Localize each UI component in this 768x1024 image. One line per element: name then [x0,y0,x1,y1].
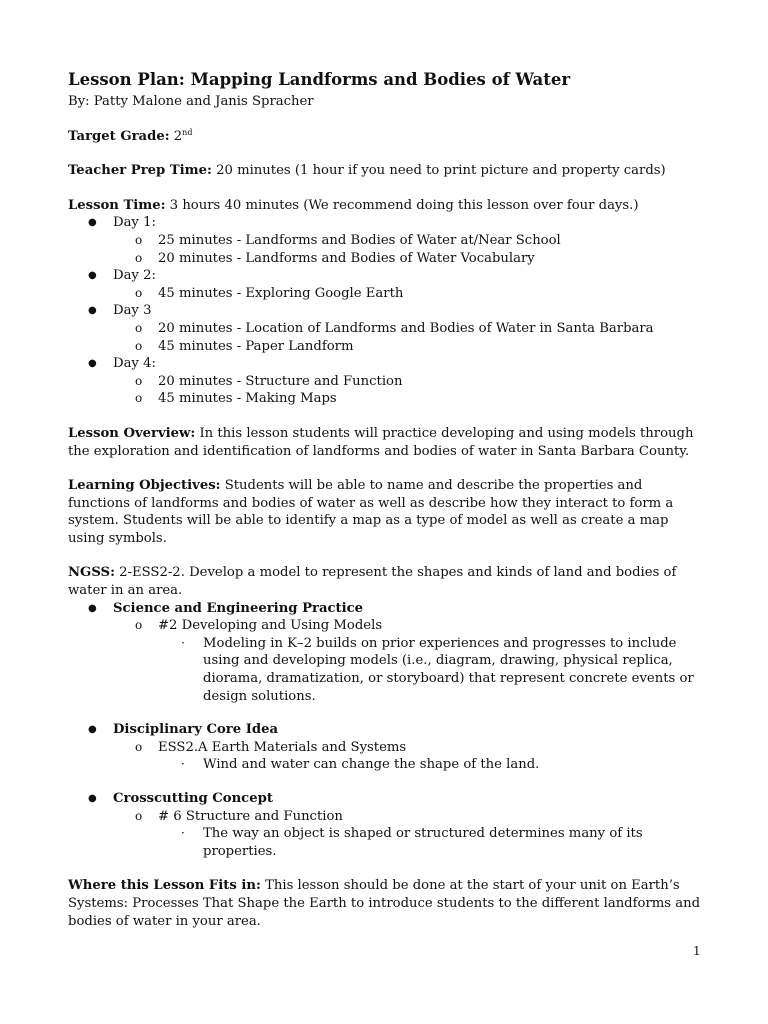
list-item: o 45 minutes - Making Maps [135,391,337,407]
circle-bullet-icon: o [135,338,143,353]
circle-bullet-icon: o [135,739,143,754]
target-grade: Target Grade: 2nd [68,127,193,144]
prep-time: Teacher Prep Time: 20 minutes (1 hour if you need to print picture and property cards) [68,163,666,179]
list-item-practice: ● Science and Engineering Practice [88,600,364,616]
list-item: o 25 minutes - Landforms and Bodies of Water at/Near School [135,232,561,248]
circle-bullet-icon: o [135,320,143,335]
list-item-day-2: ● Day 2: [88,268,156,284]
list-item: · Wind and water can change the shape of the land. [181,757,540,773]
bullet-icon: ● [88,724,97,736]
dot-bullet-icon: · [181,757,185,772]
bullet-icon: ● [88,305,97,317]
circle-bullet-icon: o [135,250,143,265]
lesson-time: Lesson Time: 3 hours 40 minutes (We recommend doing this lesson over four days.) [68,197,639,213]
circle-bullet-icon: o [135,808,143,823]
page-number: 1 [693,944,701,958]
lesson-overview: Lesson Overview: In this lesson students will practice developing and using models through the exploration and identification of landforms and bodies of water in Santa Barbara County. [68,425,694,459]
bullet-icon: ● [88,793,97,804]
list-item: o 45 minutes - Paper Landform [135,338,354,354]
list-item: o # 6 Structure and Function [135,808,343,824]
list-item-crosscutting: ● Crosscutting Concept [88,791,273,806]
list-item: o ESS2.A Earth Materials and Systems [135,739,407,755]
list-item: o 20 minutes - Landforms and Bodies of Water Vocabulary [135,250,535,266]
day-list [68,214,708,408]
circle-bullet-icon: o [135,391,143,406]
list-item: o #2 Developing and Using Models [135,618,383,634]
circle-bullet-icon: o [135,232,143,247]
authors: By: Patty Malone and Janis Spracher [68,94,314,109]
dot-bullet-icon: · [181,635,185,650]
list-item: · Modeling in K–2 builds on prior experiences and progresses to include using and developing models (i.e., diagram, drawing, physical replica, diorama, dramatization, or storyboard) that represent concrete events or design solutions. [181,635,694,704]
bullet-icon: ● [88,358,97,370]
list-item: · The way an object is shaped or structured determines many of its properties. [181,826,643,859]
list-item: o 20 minutes - Location of Landforms and Bodies of Water in Santa Barbara [135,320,654,336]
circle-bullet-icon: o [135,285,143,300]
ngss-standard: NGSS: 2-ESS2-2. Develop a model to represent the shapes and kinds of land and bodies of water in an area. [68,565,677,599]
bullet-icon: ● [88,217,97,229]
circle-bullet-icon: o [135,618,143,633]
list-item-core-idea: ● Disciplinary Core Idea [88,722,279,738]
document-title: Lesson Plan: Mapping Landforms and Bodies of Water [68,70,571,89]
learning-objectives: Learning Objectives: Students will be able to name and describe the properties and functions of landforms and bodies of water as well as describe how they interact to form a system. Students will be able to identify a map as a type of model as well as create a map using symbols. [68,478,674,546]
list-item: o 45 minutes - Exploring Google Earth [135,285,404,301]
bullet-icon: ● [88,270,97,282]
list-item: o 20 minutes - Structure and Function [135,373,403,389]
lesson-fit: Where this Lesson Fits in: This lesson should be done at the start of your unit on Earth’s Systems: Processes That Shape the Earth to introduce students to the different landforms and bodies of water in your area. [68,878,701,929]
ngss-list [68,600,708,861]
circle-bullet-icon: o [135,373,143,388]
list-item-day-4: ● Day 4: [88,356,156,372]
list-item-day-1: ● Day 1: [88,215,156,231]
list-item-day-3: ● Day 3 [88,303,152,319]
document-page [68,70,708,930]
bullet-icon: ● [88,602,97,614]
dot-bullet-icon: · [181,826,185,841]
